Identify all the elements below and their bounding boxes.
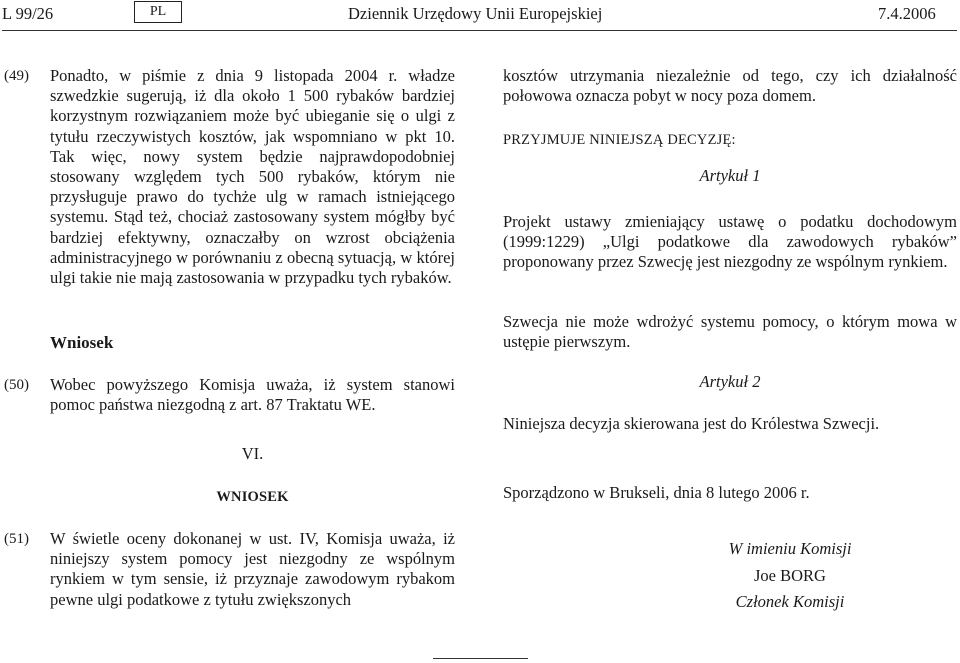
publication-date: 7.4.2006 (878, 4, 936, 23)
paragraph-50 (50, 375, 455, 415)
signature-role: Członek Komisji (735, 592, 845, 611)
paragraph-number: (50) (4, 377, 29, 393)
paragraph-text: Niniejsza decyzja skierowana jest do Królestwa Szwecji. (503, 414, 880, 433)
paragraph-49 (50, 66, 455, 288)
paragraph-number: (51) (4, 531, 29, 547)
signature-name: Joe BORG (754, 566, 826, 585)
paragraph-continuation (503, 66, 957, 106)
paragraph-number: (49) (4, 68, 29, 84)
language-badge: PL (134, 1, 182, 23)
paragraph-text: Projekt ustawy zmieniający ustawę o podatku dochodowym (1999:1229) „Ulgi podatkowe dla zawodowych rybaków” proponowany przez Szwecję jest niezgodny ze wspólnym rynkiem. (503, 212, 957, 272)
article-2-paragraph-1 (503, 414, 957, 434)
signature-for: W imieniu Komisji (728, 539, 852, 558)
article-2-title: Artykuł 2 (699, 372, 761, 391)
decision-formula: PRZYJMUJE NINIEJSZĄ DECYZJĘ: (503, 132, 736, 148)
header-rule (2, 30, 957, 31)
paragraph-text: kosztów utrzymania niezależnie od tego, czy ich działalność połowowa oznacza pobyt w nocy poza domem. (503, 66, 957, 106)
page-reference: L 99/26 (2, 4, 54, 23)
paragraph-text: W świetle oceny dokonanej w ust. IV, Komisja uważa, iż niniejszy system pomocy jest niezgodny ze wspólnym rynkiem w tym sensie, iż przyznaje zawodowym rybakom pewne ulgi podatkowe z tytułu zwiększonych (50, 529, 455, 609)
article-1-paragraph-1 (503, 212, 957, 273)
paragraph-51 (50, 529, 455, 610)
section-title: WNIOSEK (216, 489, 289, 505)
paragraph-text: Wobec powyższego Komisja uważa, iż system stanowi pomoc państwa niezgodną z art. 87 Traktatu WE. (50, 375, 455, 415)
journal-title: Dziennik Urzędowy Unii Europejskiej (348, 4, 603, 23)
section-number: VI. (241, 444, 264, 463)
article-1-title: Artykuł 1 (699, 166, 761, 185)
section-heading: Wniosek (50, 333, 114, 352)
paragraph-text: Szwecja nie może wdrożyć systemu pomocy, o którym mowa w ustępie pierwszym. (503, 312, 957, 352)
paragraph-text: Ponadto, w piśmie z dnia 9 listopada 2004 r. władze szwedzkie sugerują, iż dla około 1 500 rybaków bardziej korzystnym rozwiązaniem może być ubieganie się o ulgi z tytułu rzeczywistych kosztów, jak wspomniano w pkt 10. Tak więc, nowy system będzie najprawdopodobniej stosowany względem tych 500 rybaków, którym nie przysługuje prawo do tychże ulg w ramach istniejącego systemu. Stąd też, chociaż zastosowany system mógłby być bardziej efektywny, oznaczałby on wzrost obciążenia administracyjnego w porównaniu z obecną sytuacją, w której ulgi takie nie mają zastosowania w przypadku tych rybaków. (50, 66, 455, 288)
done-at: Sporządzono w Brukseli, dnia 8 lutego 2006 r. (503, 483, 810, 502)
footnote-rule (433, 658, 528, 659)
article-1-paragraph-2 (503, 312, 957, 352)
